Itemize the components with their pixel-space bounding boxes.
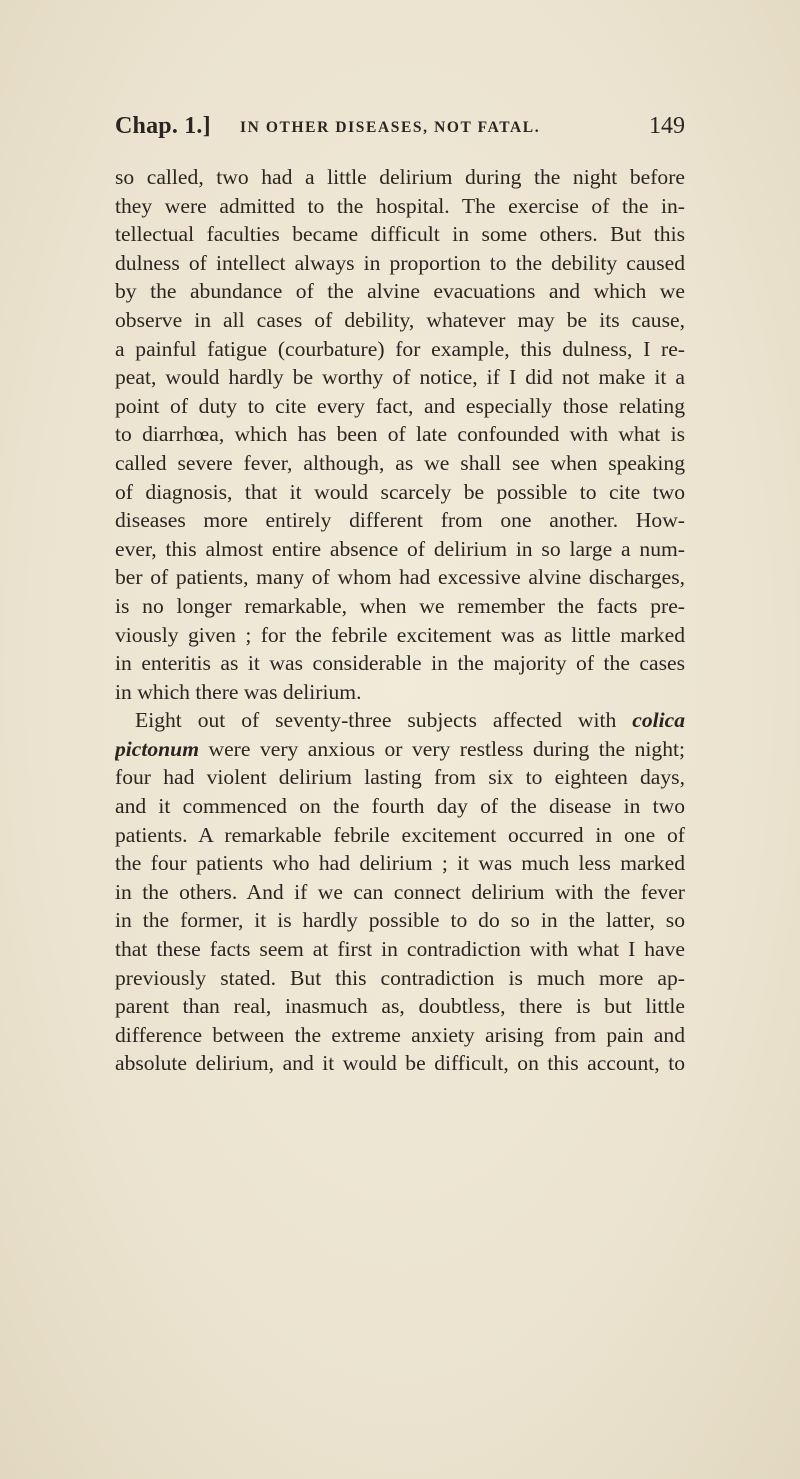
text-line: patients. A remarkable febrile excitement occurred in one of (115, 822, 685, 847)
text-line: absolute delirium, and it would be difficult, on this account, to (115, 1051, 685, 1076)
text-line: in enteritis as it was considerable in the majority of the cases (115, 651, 685, 676)
text-line: parent than real, inasmuch as, doubtless, there is but little (115, 994, 685, 1019)
text-line: peat, would hardly be worthy of notice, if I did not make it a (115, 365, 685, 390)
text-line: four had violent delirium lasting from six to eighteen days, (115, 765, 685, 790)
text-line: a painful fatigue (courbature) for example, this dulness, I re- (115, 336, 685, 361)
text-line: is no longer remarkable, when we remember the facts pre- (115, 593, 685, 618)
text-line: to diarrhœa, which has been of late confounded with what is (115, 422, 685, 447)
running-title: IN OTHER DISEASES, NOT FATAL. (240, 119, 541, 136)
text-line: viously given ; for the febrile excitement was as little marked (115, 622, 685, 647)
italic-term: pictonum (115, 736, 199, 761)
text-line: difference between the extreme anxiety arising from pain and (115, 1022, 685, 1047)
text-line: ever, this almost entire absence of delirium in so large a num- (115, 536, 685, 561)
text-line: tellectual faculties became difficult in some others. But this (115, 222, 685, 247)
text-line: called severe fever, although, as we shall see when speaking (115, 450, 685, 475)
text-line: ber of patients, many of whom had excessive alvine discharges, (115, 565, 685, 590)
text-line: that these facts seem at first in contradiction with what I have (115, 937, 685, 962)
text-line: and it commenced on the fourth day of the disease in two (115, 794, 685, 819)
text-line: they were admitted to the hospital. The exercise of the in- (115, 193, 685, 218)
text-line: by the abundance of the alvine evacuations and which we (115, 279, 685, 304)
chapter-label: Chap. 1.] (115, 113, 211, 139)
text-fragment: Eight out of seventy-three subjects affected with (135, 708, 617, 733)
page-number: 149 (649, 113, 685, 139)
running-head (115, 113, 685, 153)
text-line: in the others. And if we can connect delirium with the fever (115, 879, 685, 904)
text-line: previously stated. But this contradiction is much more ap- (115, 965, 685, 990)
text-line: dulness of intellect always in proportion to the debility caused (115, 250, 685, 275)
text-line: point of duty to cite every fact, and especially those relating (115, 393, 685, 418)
text-line (115, 735, 685, 764)
paragraph-1 (115, 163, 685, 706)
text-line: observe in all cases of debility, whatever may be its cause, (115, 307, 685, 332)
text-line: diseases more entirely different from one another. How- (115, 508, 685, 533)
text-line: in which there was delirium. (115, 679, 362, 704)
text-line: in the former, it is hardly possible to do so in the latter, so (115, 908, 685, 933)
text-line: so called, two had a little delirium during the night before (115, 165, 685, 189)
italic-term: colica (632, 708, 685, 733)
paragraph-2 (115, 706, 685, 1078)
text-line: the four patients who had delirium ; it was much less marked (115, 851, 685, 876)
text-line (115, 706, 685, 735)
text-line: of diagnosis, that it would scarcely be possible to cite two (115, 479, 685, 504)
text-fragment: were very anxious or very restless during the night; (208, 736, 685, 761)
body-text (115, 163, 685, 1078)
